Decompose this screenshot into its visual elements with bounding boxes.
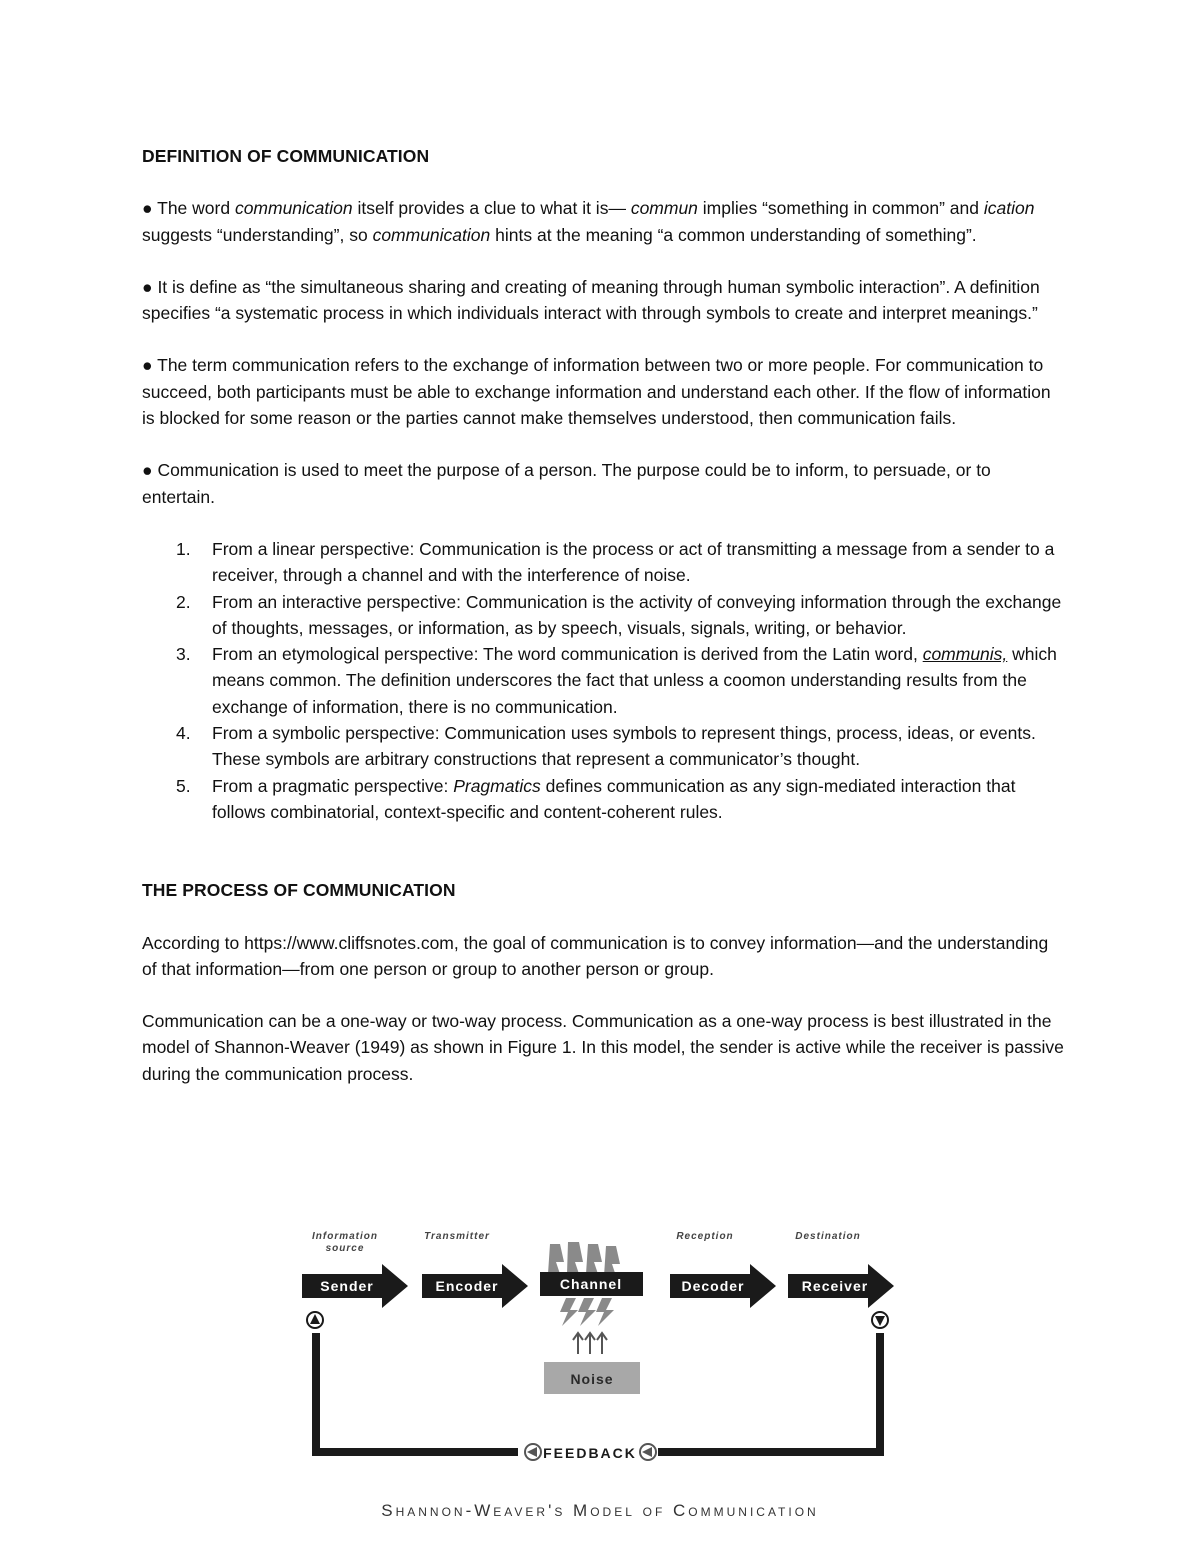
list-number: 4.	[176, 723, 191, 744]
label-source: source	[325, 1243, 365, 1254]
noise-up-arrows-icon	[573, 1333, 607, 1354]
body-paragraph: According to https://www.cliffsnotes.com, the goal of communication is to convey information—and the understanding of that information—from one person or group to another person or group.	[142, 932, 1049, 979]
text-run: suggests “understanding”, so	[142, 224, 373, 245]
label-transmitter: Transmitter	[424, 1231, 490, 1242]
bullet-icon: ●	[142, 460, 153, 481]
text-run: itself provides a clue to what it is—	[352, 198, 631, 219]
text-run: commun	[630, 198, 698, 219]
list-item	[142, 773, 1067, 826]
list-number: 3.	[176, 644, 191, 665]
bullet-icon: ●	[142, 355, 153, 376]
bullet-paragraph	[142, 457, 1067, 510]
perspectives-list	[142, 536, 1067, 825]
figure-caption: Shannon-Weaver's Model of Communication	[381, 1501, 819, 1520]
signal-lightning-icon	[548, 1242, 620, 1276]
bullet-icon: ●	[142, 276, 153, 297]
feedback-down-icon	[872, 1312, 888, 1328]
document-body	[142, 143, 1067, 1087]
text-run: The word	[152, 198, 235, 219]
arrow-label-sender: Sender	[320, 1278, 374, 1294]
text-run: From a linear perspective: Communication is the process or act of transmitting a message from a sender to a receiver, through a channel and with the interference of noise.	[212, 538, 1055, 586]
text-run: which means common. The definition underscores the fact that unless a coomon understanding results from the exchange of information, there is no communication.	[212, 644, 1057, 717]
text-run: From an etymological perspective: The word communication is derived from the Latin word,	[212, 644, 923, 665]
noise-lightning-icon	[560, 1298, 614, 1326]
list-item	[142, 589, 1067, 642]
text-run: communication	[234, 198, 353, 219]
list-item	[142, 641, 1067, 720]
text-run: The term communication refers to the exchange of information between two or more people. For communication to succeed, both participants must be able to exchange information and understand each other. If the flow of information is blocked for some reason or the parties cannot make themselves understood, then communication fails.	[142, 355, 1051, 429]
text-run: It is define as “the simultaneous sharing and creating of meaning through human symbolic interaction”. A definition specifies “a systematic process in which individuals interact with through symbols to create and interpret meanings.”	[142, 276, 1040, 324]
list-item-text	[212, 644, 1057, 717]
feedback-left-icon-2	[640, 1444, 656, 1460]
label-destination: Destination	[795, 1231, 861, 1242]
shannon-weaver-diagram	[300, 1222, 900, 1527]
noise-box	[544, 1362, 640, 1394]
list-item-text	[212, 592, 1061, 638]
arrow-label-decoder: Decoder	[681, 1278, 745, 1294]
bullet-paragraph	[142, 195, 1067, 248]
text-run: communication	[372, 224, 491, 245]
arrow-receiver	[788, 1264, 894, 1308]
text-run: implies “something in common” and	[697, 198, 984, 219]
label-information: Information	[312, 1231, 378, 1242]
list-number: 2.	[176, 591, 191, 612]
text-run: Communication is used to meet the purpose of a person. The purpose could be to inform, to persuade, or to entertain.	[142, 460, 991, 507]
section-heading-process: THE PROCESS OF COMMUNICATION	[142, 880, 456, 901]
arrow-label-receiver: Receiver	[801, 1278, 869, 1294]
text-run: defines communication as any sign-mediated interaction that follows combinatorial, context-specific and content-coherent rules.	[212, 775, 1016, 822]
arrow-decoder	[670, 1264, 776, 1308]
list-item-text	[212, 539, 1054, 585]
bullet-icon: ●	[142, 198, 153, 219]
list-item-text	[212, 723, 1036, 769]
noise-label: Noise	[570, 1371, 614, 1387]
list-item	[142, 536, 1067, 589]
feedback-label: FEEDBACK	[543, 1445, 637, 1461]
body-paragraph: Communication can be a one-way or two-way process. Communication as a one-way process is best illustrated in the model of Shannon-Weaver (1949) as shown in Figure 1. In this model, the sender is active while the receiver is passive during the communication process.	[142, 1011, 1064, 1084]
list-item-text	[212, 776, 1015, 822]
text-run: From a pragmatic perspective:	[212, 775, 454, 796]
section-heading-definition: DEFINITION OF COMMUNICATION	[142, 146, 430, 166]
arrow-encoder	[422, 1264, 528, 1308]
text-run: hints at the meaning “a common understanding of something”.	[490, 224, 977, 245]
text-run: Pragmatics	[453, 775, 541, 796]
feedback-left-icon	[525, 1444, 541, 1460]
list-number: 5.	[176, 775, 191, 796]
bullet-paragraph	[142, 352, 1067, 431]
list-number: 1.	[176, 538, 191, 559]
arrow-label-encoder: Encoder	[435, 1278, 499, 1294]
text-run: communis,	[922, 644, 1008, 665]
arrow-sender	[302, 1264, 408, 1308]
text-run: From an interactive perspective: Communication is the activity of conveying information through the exchange of thoughts, messages, or information, as by speech, visuals, signals, writing, or behavior.	[212, 591, 1062, 638]
feedback-up-icon	[307, 1312, 323, 1328]
text-run: From a symbolic perspective: Communication uses symbols to represent things, process, ideas, or events. These symbols are arbitrary constructions that represent a communicator’s thought.	[212, 723, 1036, 770]
channel-box	[540, 1272, 643, 1296]
bullet-paragraph	[142, 274, 1067, 327]
channel-label: Channel	[559, 1276, 623, 1292]
text-run: ication	[983, 198, 1035, 219]
list-item	[142, 720, 1067, 773]
label-reception: Reception	[676, 1231, 734, 1242]
